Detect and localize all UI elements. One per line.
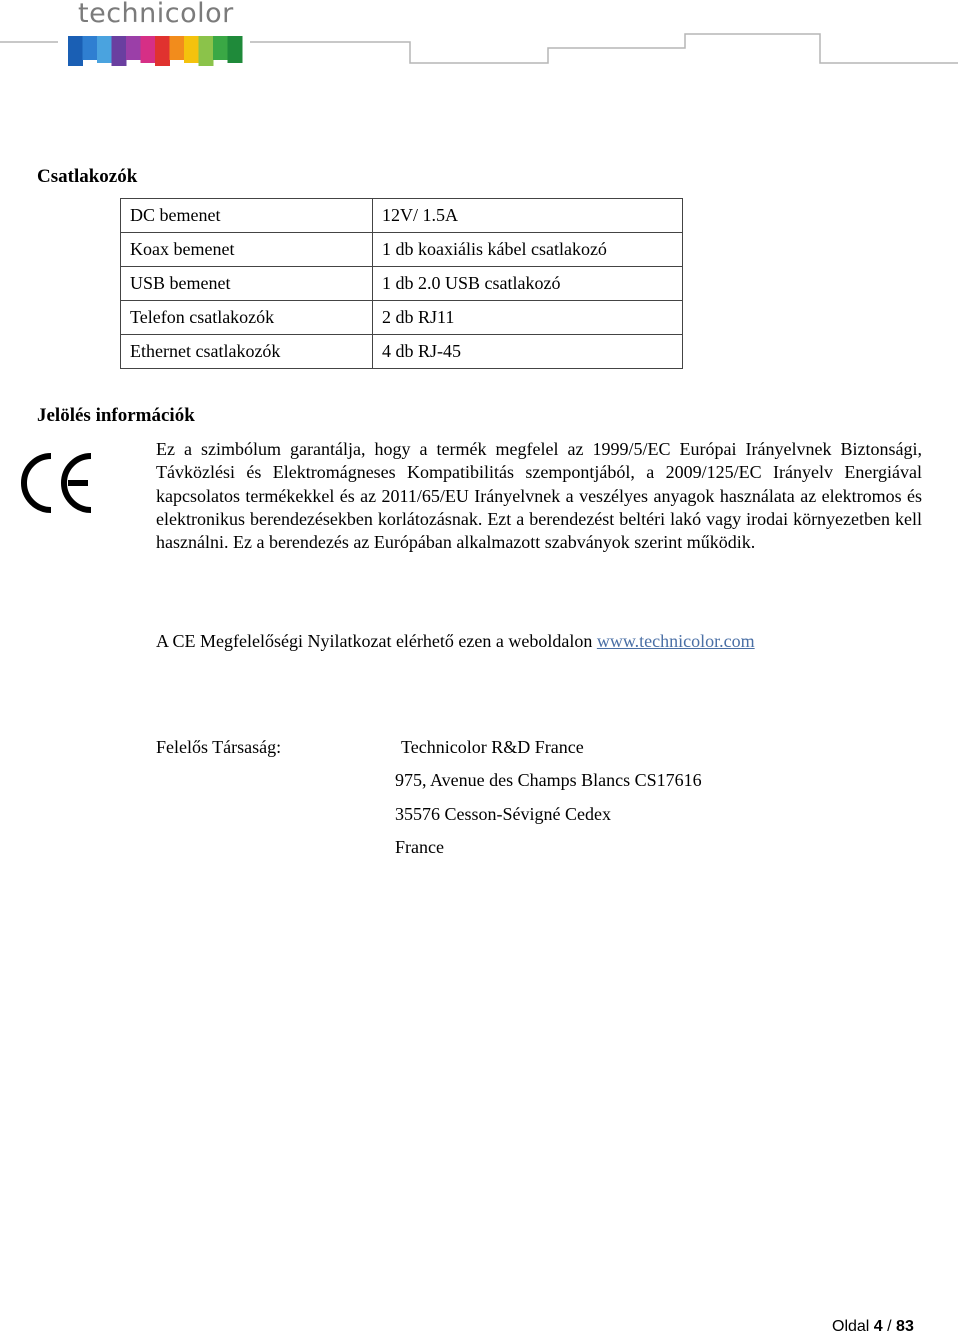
connector-value: 2 db RJ11 (373, 301, 683, 335)
connectors-table (120, 198, 683, 369)
logo-bar-segment (141, 36, 156, 63)
logo-bar-segment (126, 36, 141, 60)
company-country: France (395, 837, 444, 857)
logo-bar-segment (83, 36, 98, 60)
logo-bar-segment (170, 36, 185, 60)
logo-bar-segment (228, 36, 243, 63)
table-row (121, 199, 683, 233)
technicolor-logo-text: technicolor (78, 0, 234, 29)
logo-bar-segment (184, 36, 199, 63)
logo-bar-segment (213, 36, 228, 60)
connector-label: Telefon csatlakozók (121, 301, 373, 335)
logo-bar-segment (97, 36, 112, 63)
company-name: Technicolor R&D France (401, 737, 584, 757)
table-row (121, 233, 683, 267)
table-row (121, 267, 683, 301)
total-pages: 83 (896, 1318, 914, 1335)
connector-value: 1 db 2.0 USB csatlakozó (373, 267, 683, 301)
connector-label: DC bemenet (121, 199, 373, 233)
connector-label: Koax bemenet (121, 233, 373, 267)
logo-bar-segment (199, 36, 214, 66)
declaration-text: A CE Megfelelőségi Nyilatkozat elérhető ezen a weboldalon (156, 631, 597, 651)
logo-bar-segment (112, 36, 127, 66)
page-number-prefix: Oldal (832, 1318, 874, 1335)
connector-value: 4 db RJ-45 (373, 335, 683, 369)
page-separator: / (882, 1318, 897, 1335)
table-row (121, 335, 683, 369)
connector-value: 1 db koaxiális kábel csatlakozó (373, 233, 683, 267)
connector-label: USB bemenet (121, 267, 373, 301)
connectors-heading: Csatlakozók (37, 166, 138, 187)
technicolor-logo-bar (68, 36, 243, 66)
logo-bar-segment (68, 36, 83, 66)
header-decoration (0, 0, 960, 80)
responsible-company-label: Felelős Társaság: (156, 737, 282, 757)
technicolor-website-link[interactable]: www.technicolor.com (596, 631, 755, 651)
ce-mark-icon (20, 452, 94, 514)
company-city: 35576 Cesson-Sévigné Cedex (395, 804, 611, 824)
page-header (0, 0, 960, 80)
page-number (832, 1318, 914, 1336)
header-step-line (250, 34, 958, 63)
company-street: 975, Avenue des Champs Blancs CS17616 (395, 770, 702, 790)
current-page: 4 (873, 1318, 883, 1335)
connector-label: Ethernet csatlakozók (121, 335, 373, 369)
logo-bar-segment (155, 36, 170, 66)
table-row (121, 301, 683, 335)
connector-value: 12V/ 1.5A (373, 199, 683, 233)
marking-heading: Jelölés információk (37, 405, 195, 426)
ce-description: Ez a szimbólum garantálja, hogy a termék megfelel az 1999/5/EC Európai Irányelvnek Biztonsági, Távközlési és Elektromágneses Kompatibilitás szempontjából, a 2009/125/EC Irányelv Energiával kapcsolatos termékekkel és az 2011/65/EU Irányelvnek a veszélyes anyagok használata az elektromos és elektronikus berendezésekben korlátozásnak. Ezt a berendezést beltéri lakó vagy irodai környezetben kell használni. Ez a berendezés az Európában alkalmazott szabványok szerint működik. (156, 439, 922, 553)
declaration-line (156, 631, 755, 652)
